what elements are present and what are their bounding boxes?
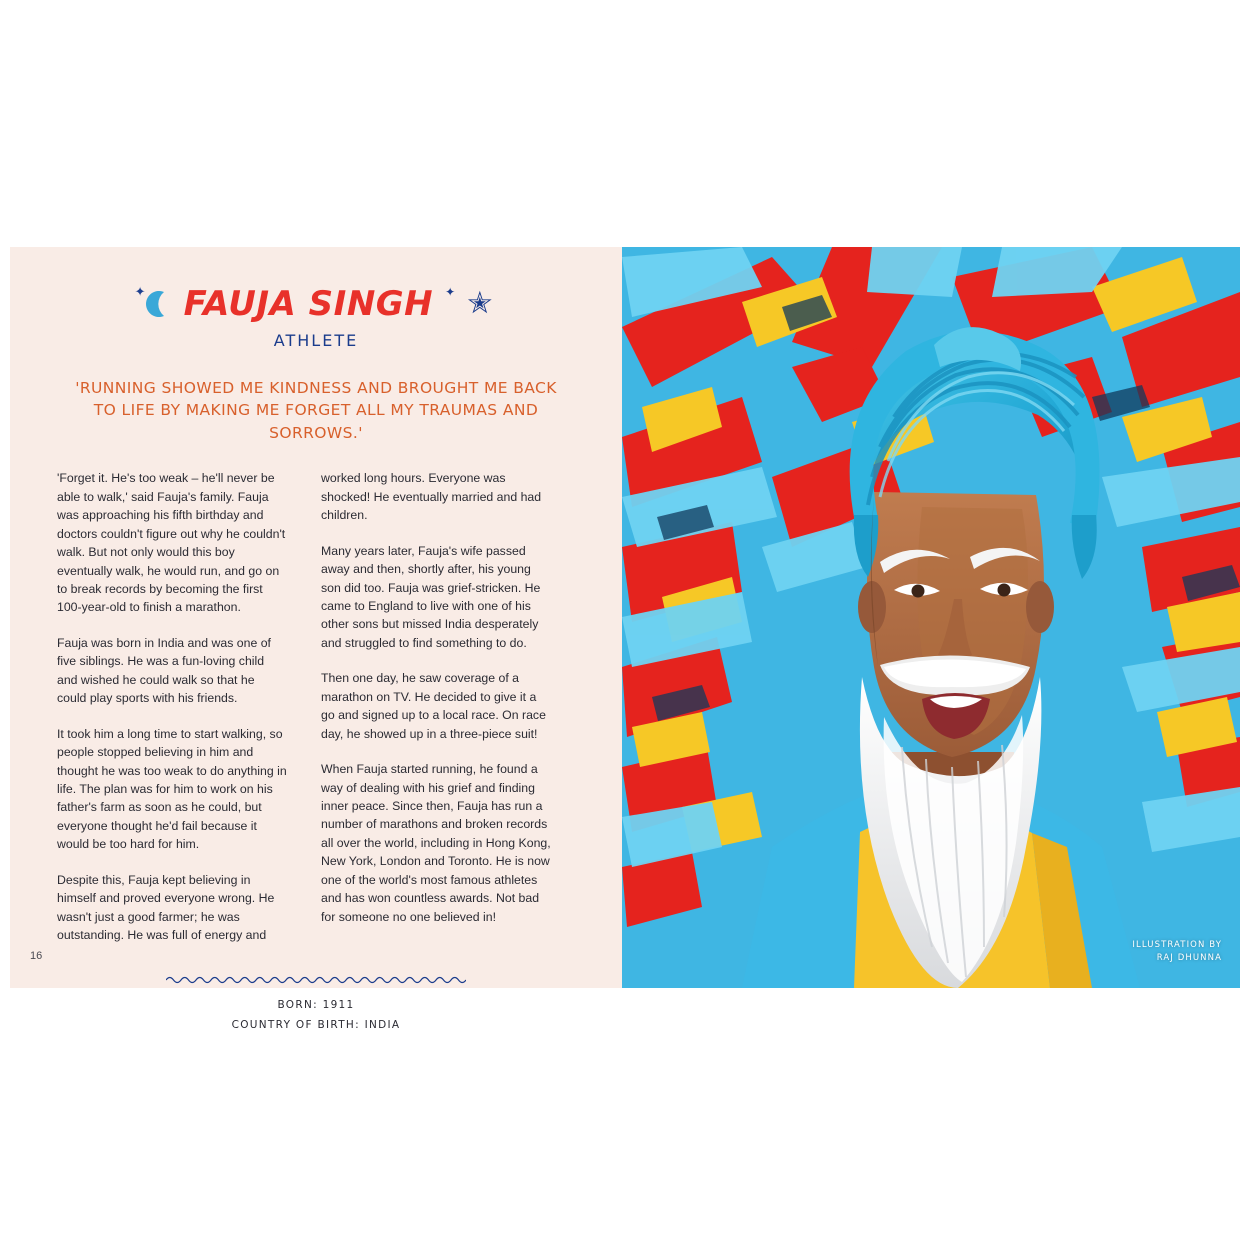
star-small-icon: ✦ [445, 285, 456, 299]
paragraph: 'Forget it. He's too weak – he'll never be able to walk,' said Fauja's family. Fauja was approaching his fifth birthday and doctors couldn't figure out why he couldn't walk. But not only would this boy eventually walk, he would run, and go on to break records by becoming the first 100-year-old to finish a marathon. [57, 471, 286, 615]
wavy-divider-icon [166, 975, 466, 985]
fact-country: COUNTRY OF BIRTH: INDIA [231, 1018, 401, 1031]
illustration-credit [1132, 939, 1222, 966]
crescent-moon-icon [134, 284, 174, 321]
fact-block [10, 996, 622, 1035]
pull-quote: 'RUNNING SHOWED ME KINDNESS AND BROUGHT ME BACK TO LIFE BY MAKING ME FORGET ALL MY TRAUMAS AND SORROWS.' [75, 379, 557, 442]
star-large-icon: ✭ [467, 287, 493, 320]
paragraph: Then one day, he saw coverage of a marathon on TV. He decided to give it a go and signed up to a local race. On race day, he showed up in a three-piece suit! [321, 671, 546, 741]
page-number: 16 [30, 950, 43, 962]
credit-line-1: ILLUSTRATION BY [1132, 939, 1222, 950]
star-icon: ✦ [134, 284, 146, 299]
page-title [10, 284, 622, 324]
paragraph: Despite this, Fauja kept believing in himself and proved everyone wrong. He wasn't just a good farmer; he was outstanding. He was full of energy and [57, 872, 275, 943]
person-name: FAUJA SINGH [183, 284, 434, 324]
paragraph: worked long hours. Everyone was shocked! He eventually married and had children. [321, 471, 542, 523]
fact-born: BORN: 1911 [277, 999, 355, 1012]
paragraph: When Fauja started running, he found a way of dealing with his grief and finding inner peace. Since then, Fauja has run a number of marathons and broken records all over the world, including in Hong Kong, New York, London and Toronto. He is now one of the world's most famous athletes and has won countless awards. Not bad for someone no one believed in! [321, 762, 551, 924]
body-column-right [321, 469, 551, 961]
paragraph: Fauja was born in India and was one of five siblings. He was a fun-loving child and wished he could walk so that he could play sports with his friends. [57, 635, 271, 706]
left-page [10, 247, 622, 1031]
book-spread [10, 247, 1240, 1031]
body-columns [57, 469, 575, 961]
body-column-left [57, 469, 287, 961]
credit-line-2: RAJ DHUNNA [1156, 953, 1222, 964]
illustration-page [622, 247, 1240, 988]
person-role: ATHLETE [273, 331, 359, 350]
paragraph: It took him a long time to start walking, so people stopped believing in him and thought he was too weak to do anything in life. The plan was for him to work on his father's farm as soon as he could, but everyone thought he'd fail because it would be too hard for him. [57, 726, 287, 852]
portrait-illustration [622, 247, 1240, 988]
paragraph: Many years later, Fauja's wife passed away and then, shortly after, his young son did too. Fauja was grief-stricken. He came to England to live with one of his other sons but missed India desperately and struggled to find something to do. [321, 543, 541, 650]
